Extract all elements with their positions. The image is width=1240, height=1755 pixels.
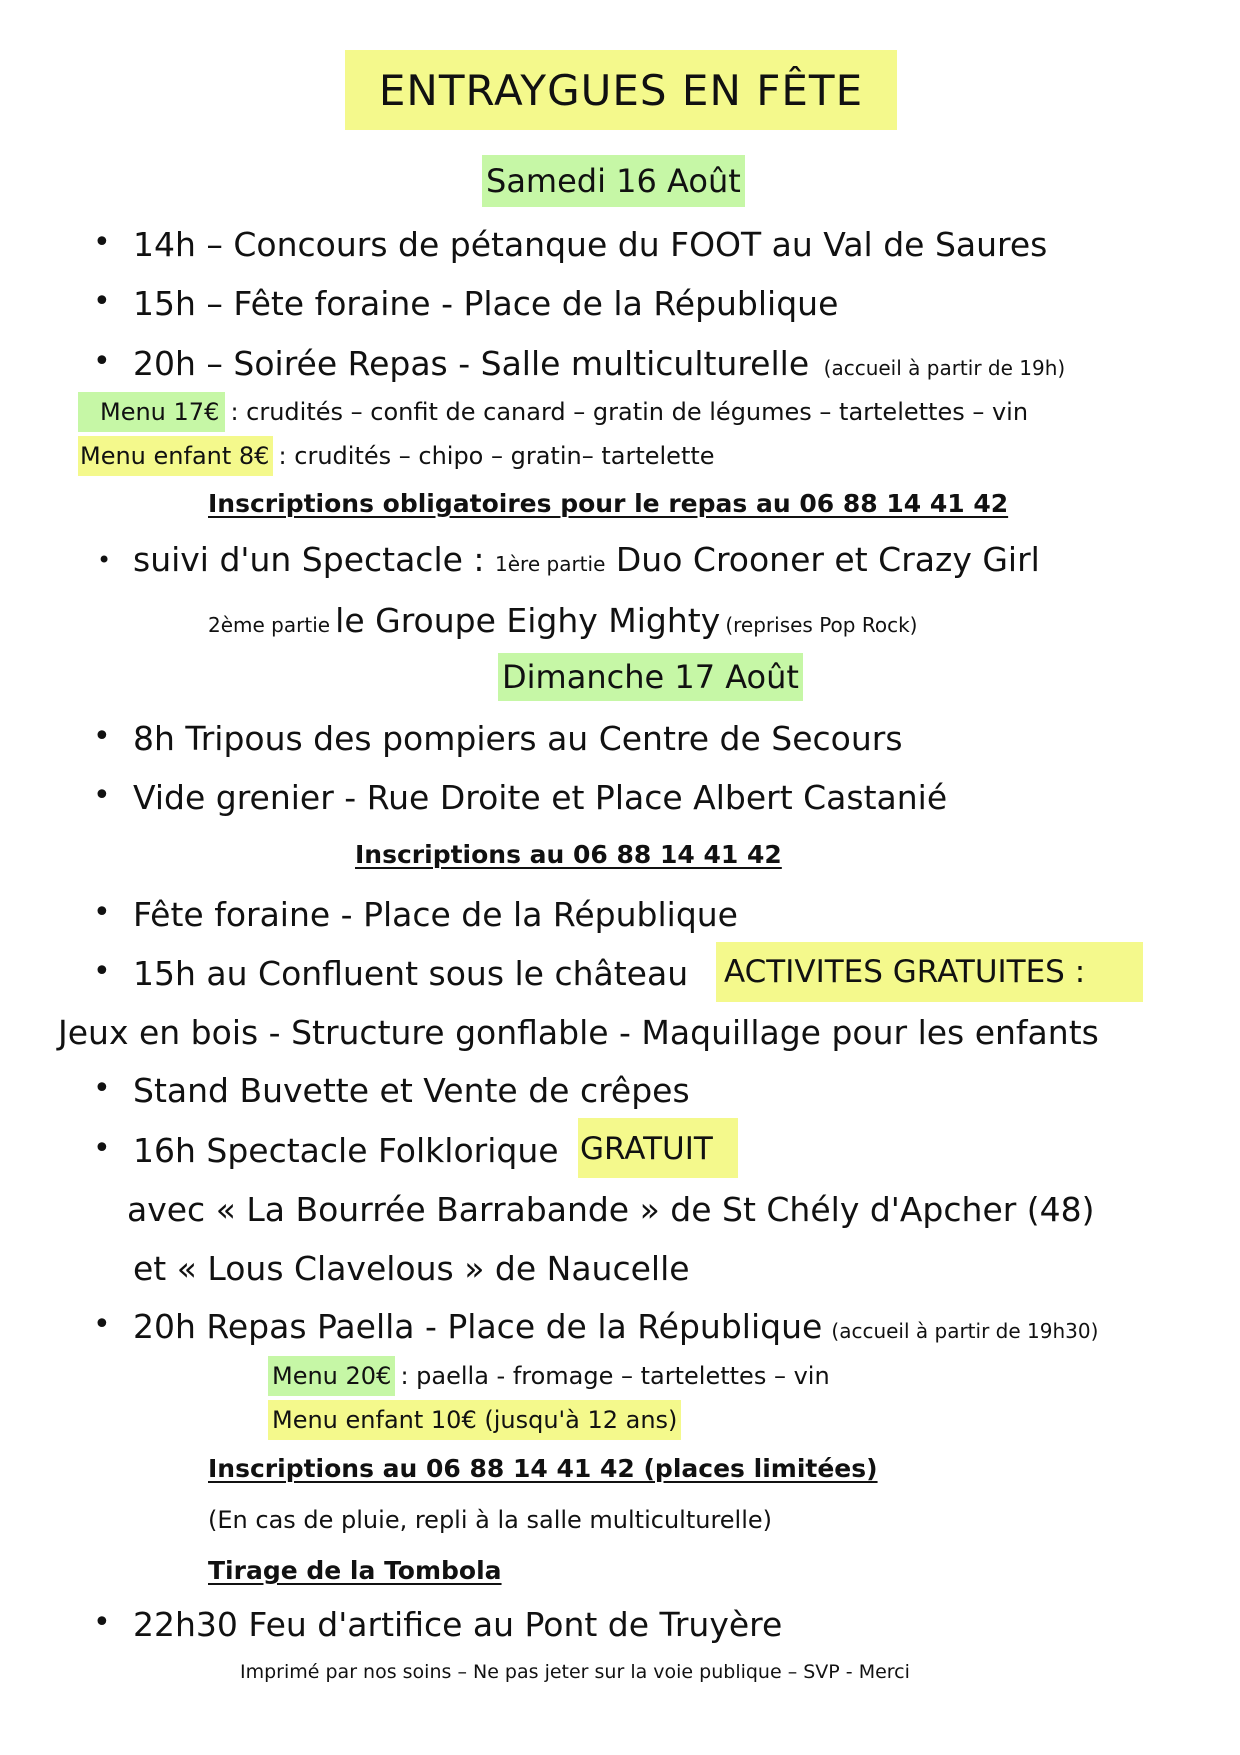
- menu-child-label: Menu enfant 10€ (jusqu'à 12 ans): [268, 1400, 681, 1440]
- show-part1-label: 1ère partie: [495, 552, 606, 576]
- bullet-icon: •: [93, 225, 111, 260]
- footer-text: Imprimé par nos soins – Ne pas jeter sur la voie publique – SVP - Merci: [240, 1661, 910, 1683]
- menu-desc: : crudités – confit de canard – gratin de légumes – tartelettes – vin: [230, 398, 1029, 426]
- menu-child-line: [268, 1400, 681, 1440]
- show-prefix: suivi d'un Spectacle :: [133, 540, 485, 579]
- menu-label: Menu 20€: [268, 1356, 395, 1396]
- games-line: Jeux en bois - Structure gonflable - Maquillage pour les enfants: [58, 1013, 1099, 1052]
- list-item: 15h au Confluent sous le château: [133, 954, 689, 993]
- list-item: 14h – Concours de pétanque du FOOT au Val de Saures: [133, 225, 1048, 264]
- bullet-icon: •: [93, 1605, 111, 1640]
- show-part2-note: (reprises Pop Rock): [725, 613, 918, 637]
- menu-child-desc: : crudités – chipo – gratin– tartelette: [278, 442, 715, 470]
- list-item: Stand Buvette et Vente de crêpes: [133, 1071, 690, 1110]
- paella-main: 20h Repas Paella - Place de la République: [133, 1307, 823, 1346]
- bullet-icon: •: [93, 778, 111, 813]
- inscriptions-saturday: Inscriptions obligatoires pour le repas au 06 88 14 41 42: [208, 489, 1009, 518]
- list-item: Vide grenier - Rue Droite et Place Albert Castanié: [133, 778, 948, 817]
- free-text: GRATUIT: [580, 1131, 713, 1167]
- inscriptions-sunday: Inscriptions au 06 88 14 41 42: [355, 840, 782, 869]
- list-item: 8h Tripous des pompiers au Centre de Secours: [133, 719, 903, 758]
- dinner-main: 20h – Soirée Repas - Salle multiculturelle: [133, 344, 810, 383]
- show-part2: le Groupe Eighy Mighty: [335, 601, 721, 640]
- saturday-heading: Samedi 16 Août: [482, 155, 745, 207]
- bullet-icon: •: [97, 546, 112, 574]
- menu-desc: : paella - fromage – tartelettes – vin: [400, 1362, 830, 1390]
- show-part1: Duo Crooner et Crazy Girl: [615, 540, 1040, 579]
- list-item: 16h Spectacle Folklorique: [133, 1131, 559, 1170]
- menu-line: [78, 392, 1028, 432]
- bullet-icon: •: [93, 895, 111, 930]
- folk-line-2: avec « La Bourrée Barrabande » de St Chély d'Apcher (48): [127, 1190, 1095, 1229]
- show-line-2: [208, 601, 918, 640]
- bullet-icon: •: [93, 954, 111, 989]
- bullet-icon: •: [93, 1071, 111, 1106]
- show-part2-label: 2ème partie: [208, 613, 331, 637]
- inscriptions-paella: Inscriptions au 06 88 14 41 42 (places limitées): [208, 1454, 878, 1483]
- menu-label: Menu 17€: [78, 392, 225, 432]
- menu-child-line: [78, 436, 715, 476]
- activities-text: ACTIVITES GRATUITES :: [724, 954, 1086, 990]
- menu-line: [268, 1356, 830, 1396]
- show-line: [133, 540, 1040, 579]
- dinner-note: (accueil à partir de 19h): [823, 356, 1066, 380]
- page-title-text: ENTRAYGUES EN FÊTE: [378, 66, 864, 115]
- rain-note: (En cas de pluie, repli à la salle multiculturelle): [208, 1506, 773, 1534]
- sunday-heading: Dimanche 17 Août: [498, 653, 803, 701]
- folk-line-3: et « Lous Clavelous » de Naucelle: [133, 1249, 690, 1288]
- bullet-icon: •: [93, 284, 111, 319]
- paella-note: (accueil à partir de 19h30): [831, 1319, 1099, 1343]
- tombola-heading: Tirage de la Tombola: [208, 1556, 502, 1585]
- list-item: [133, 344, 1066, 383]
- list-item: 15h – Fête foraine - Place de la République: [133, 284, 839, 323]
- menu-child-label: Menu enfant 8€: [78, 436, 273, 476]
- bullet-icon: •: [93, 719, 111, 754]
- list-item: [133, 1307, 1099, 1346]
- list-item: Fête foraine - Place de la République: [133, 895, 738, 934]
- bullet-icon: •: [93, 1307, 111, 1342]
- bullet-icon: •: [93, 1131, 111, 1166]
- bullet-icon: •: [93, 344, 111, 379]
- list-item: 22h30 Feu d'artifice au Pont de Truyère: [133, 1605, 783, 1644]
